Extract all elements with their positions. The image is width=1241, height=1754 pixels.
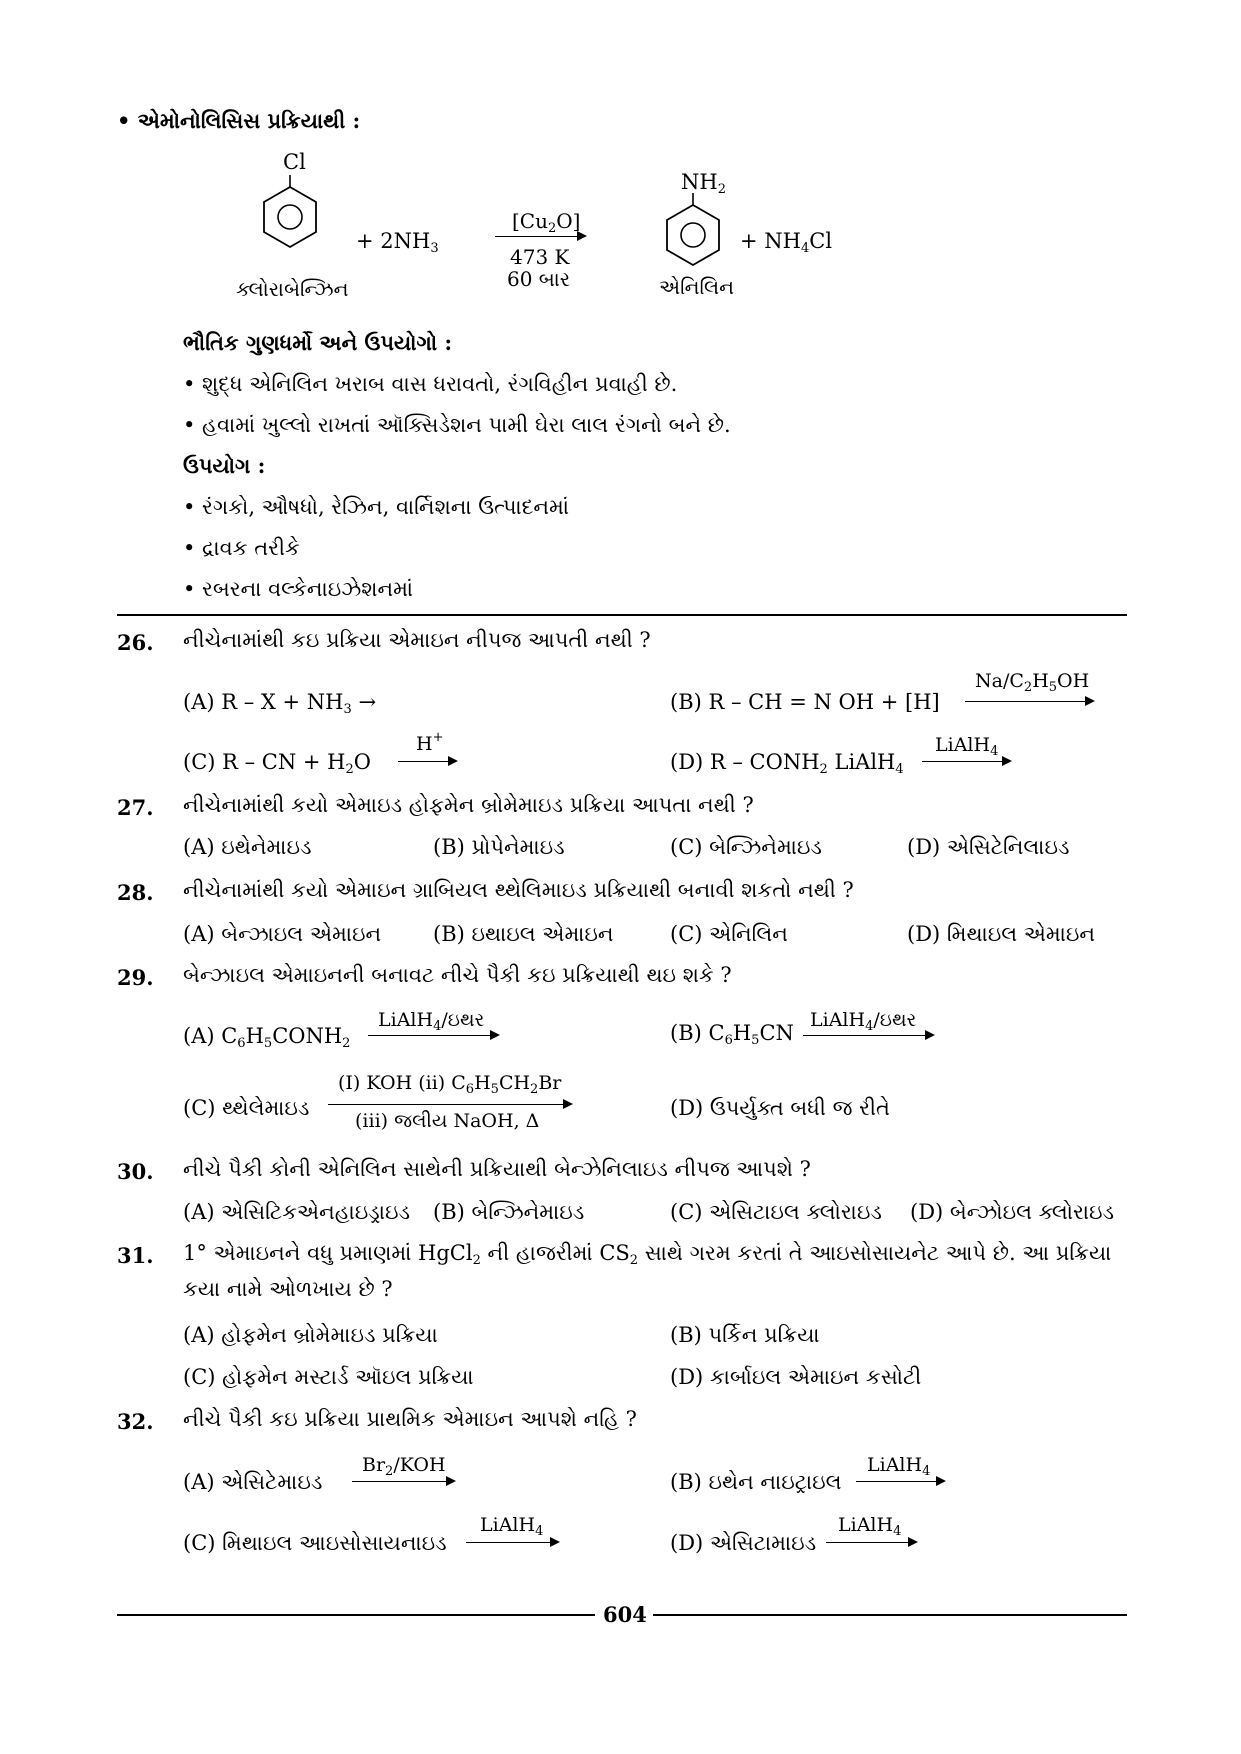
use-item: • રંગકો, ઔષધો, રેઝિન, વાર્નિશના ઉત્પાદનમાં [183, 495, 570, 519]
arrow-label: H+ [416, 730, 444, 755]
footer-rule-right [653, 1614, 1127, 1616]
reactant-name: ક્લોરાબેન્ઝિન [236, 277, 349, 301]
question-number: 27. [117, 795, 154, 820]
arrow-label: LiAlH$_4$ [838, 1514, 902, 1539]
question-text: નીચેનામાંથી કયો એમાઇન ગ્રાબિયલ થ્થેલિમાઇડ પ્રક્રિયાથી બનાવી શકતો નથી ? [183, 878, 854, 902]
arrow-label: LiAlH$_4$/ઇથર [810, 1009, 917, 1034]
option-d: (D) R – $CONH_2$ LiAlH$_4$ [670, 750, 904, 777]
reaction-arrow [922, 756, 1012, 766]
uses-heading: ઉપયોગ : [183, 453, 266, 478]
prop-item: • હવામાં ખુલ્લો રાખતાં ઑક્સિડેશન પામી ઘેરા લાલ રંગનો બને છે. [183, 413, 731, 437]
option-c: (C) બેન્ઝિનેમાઇડ [670, 835, 822, 859]
option-a: (A) ઇથેનેમાઇડ [183, 835, 312, 859]
use-item: • રબરના વલ્કેનાઇઝેશનમાં [183, 577, 414, 601]
benzene-ring-icon [258, 175, 322, 255]
option-d: (D) કાર્બાઇલ એમાઇન કસોટી [670, 1365, 922, 1389]
option-c: (C) એનિલિન [670, 922, 788, 946]
option-a: (A) એસિટેમાઇડ [183, 1470, 323, 1494]
reaction-arrow [466, 1537, 560, 1547]
arrow-label: LiAlH$_4$/ઇથર [378, 1009, 485, 1034]
arrow-label: LiAlH$_4$ [867, 1454, 931, 1479]
arrow-label: (iii) જલીય NaOH, Δ [355, 1110, 540, 1132]
question-text-cont: કયા નામે ઓળખાય છે ? [183, 1277, 393, 1301]
option-b: (B) ઇથાઇલ એમાઇન [433, 922, 614, 946]
reactant-substituent: Cl [283, 150, 306, 174]
question-text: નીચે પૈકી કઇ પ્રક્રિયા પ્રાથમિક એમાઇન આપશે નહિ ? [183, 1407, 637, 1431]
question-text: નીચેનામાંથી કઇ પ્રક્રિયા એમાઇન નીપજ આપતી નથી ? [183, 628, 651, 652]
reaction-arrow [803, 1030, 935, 1040]
arrow-label: LiAlH$_4$ [480, 1514, 544, 1539]
section-heading: • એમોનોલિસિસ પ્રક્રિયાથી : [117, 108, 361, 133]
reaction-arrow [352, 1476, 456, 1486]
option-b: (B) R – CH = N OH + [H] [670, 690, 940, 714]
question-text: નીચે પૈકી કોની એનિલિન સાથેની પ્રક્રિયાથી બેન્ઝેનિલાઇડ નીપજ આપશે ? [183, 1157, 811, 1181]
question-number: 26. [117, 630, 154, 655]
question-text: બેન્ઝાઇલ એમાઇનની બનાવટ નીચે પૈકી કઇ પ્રક્રિયાથી થઇ શકે ? [183, 963, 732, 987]
question-number: 32. [117, 1409, 154, 1434]
option-c: (C) R – CN + $H_2O$ [183, 750, 371, 777]
question-text: 1° એમાઇનને વધુ પ્રમાણમાં HgCl$_2$ ની હાજરીમાં $CS_2$ સાથે ગરમ કરતાં તે આઇસોસાયનેટ આપે છે. આ પ્રક્રિયા [183, 1241, 1112, 1268]
reaction-arrow [965, 696, 1095, 706]
temperature: 473 K [510, 245, 570, 269]
option-d: (D) બેન્ઝોઇલ ક્લોરાઇડ [910, 1200, 1115, 1224]
page-number: 604 [603, 1602, 647, 1627]
option-c: (C) થ્થેલેમાઇડ [183, 1096, 310, 1120]
props-heading: ભૌતિક ગુણધર્મો અને ઉપયોગો : [183, 330, 453, 355]
footer-rule-left [117, 1614, 595, 1616]
option-b: (B) પર્કિન પ્રક્રિયા [670, 1323, 820, 1347]
product-substituent: $NH_2$ [681, 170, 726, 197]
option-d: (D) મિથાઇલ એમાઇન [907, 922, 1096, 946]
option-d: (D) ઉપર્યુક્ત બધી જ રીતે [670, 1096, 890, 1120]
option-b: (B) પ્રોપેનેમાઇડ [433, 835, 565, 859]
option-a: (A) એસિટિકએનહાઇડ્રાઇડ [183, 1200, 411, 1224]
reaction-arrow [368, 1030, 500, 1040]
reaction-arrow [328, 1099, 573, 1109]
reaction-arrow [495, 231, 587, 241]
option-d: (D) એસિટેનિલાઇડ [907, 835, 1070, 859]
option-c: (C) એસિટાઇલ ક્લોરાઇડ [670, 1200, 882, 1224]
option-c: (C) હોફમેન મસ્ટાર્ડ ઑઇલ પ્રક્રિયા [183, 1365, 474, 1389]
question-number: 31. [117, 1243, 154, 1268]
option-a: (A) હોફમેન બ્રોમેમાઇડ પ્રક્રિયા [183, 1323, 438, 1347]
benzene-ring-icon [661, 193, 725, 273]
option-b: (B) $C_6H_5CN$ [670, 1021, 794, 1048]
pressure: 60 બાર [507, 267, 571, 291]
option-a: (A) $C_6H_5CONH_2$ [183, 1024, 351, 1051]
arrow-label: (I) KOH (ii) $C_6H_5CH_2Br$ [338, 1072, 562, 1097]
divider [117, 614, 1127, 616]
option-b: (B) ઇથેન નાઇટ્રાઇલ [670, 1470, 842, 1494]
arrow-label: LiAlH$_4$ [935, 734, 999, 759]
option-c: (C) મિથાઇલ આઇસોસાયનાઇડ [183, 1531, 447, 1555]
reagent: + $2NH_3$ [356, 229, 439, 256]
question-number: 30. [117, 1159, 154, 1184]
option-a: (A) $R - X + NH_3$ → [183, 690, 377, 717]
arrow-label: $Br_2$/KOH [362, 1454, 446, 1479]
question-text: નીચેનામાંથી કયો એમાઇડ હોફમેન બ્રોમેમાઇડ પ્રક્રિયા આપતા નથી ? [183, 793, 754, 817]
option-b: (B) બેન્ઝિનેમાઇડ [433, 1200, 585, 1224]
byproduct: + $NH_4Cl$ [740, 229, 833, 256]
prop-item: • શુદ્ધ એનિલિન ખરાબ વાસ ધરાવતો, રંગવિહીન પ્રવાહી છે. [183, 372, 678, 396]
option-a: (A) બેન્ઝાઇલ એમાઇન [183, 922, 382, 946]
catalyst: $[Cu_2O]$ [512, 209, 581, 236]
use-item: • દ્રાવક તરીકે [183, 536, 300, 560]
product-name: એનિલિન [659, 275, 735, 299]
option-d: (D) એસિટામાઇડ [670, 1531, 817, 1555]
arrow-label: $Na/C_2H_5OH$ [975, 670, 1090, 695]
question-number: 29. [117, 965, 154, 990]
reaction-arrow [826, 1537, 918, 1547]
reaction-arrow [398, 756, 458, 766]
question-number: 28. [117, 880, 154, 905]
reaction-arrow [856, 1476, 946, 1486]
